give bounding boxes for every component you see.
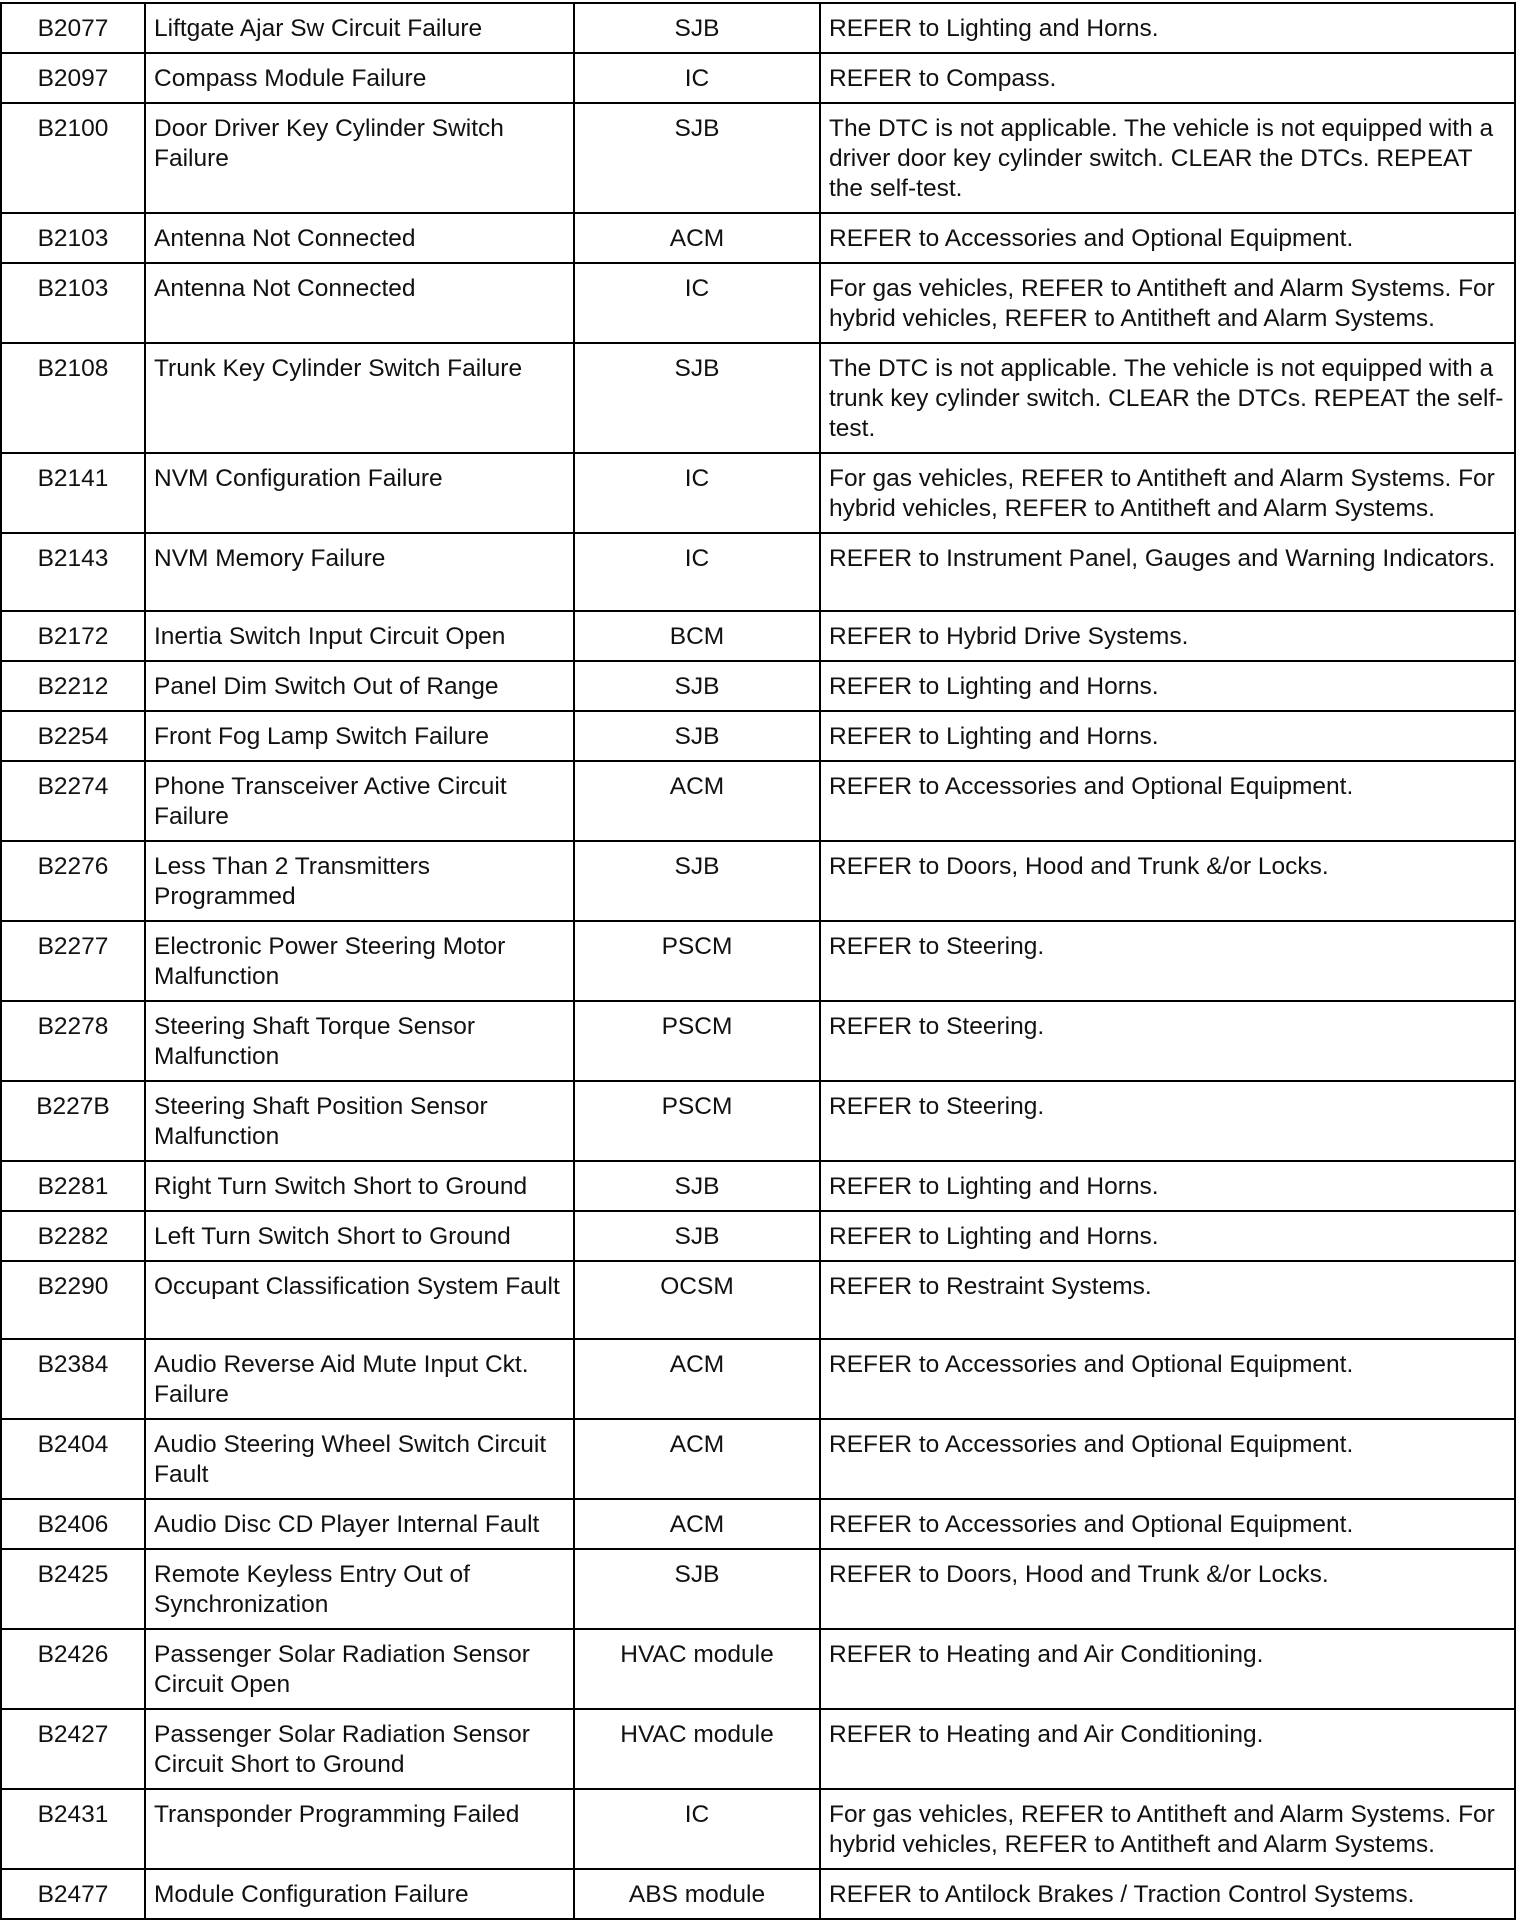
dtc-code-cell: B2406 [1,1499,145,1549]
dtc-code-cell: B2425 [1,1549,145,1629]
module-cell: PSCM [574,1001,820,1081]
dtc-code-cell: B2384 [1,1339,145,1419]
dtc-code-cell: B2278 [1,1001,145,1081]
module-cell: ACM [574,1419,820,1499]
action-cell: REFER to Accessories and Optional Equipment. [820,1419,1515,1499]
dtc-code-cell: B2274 [1,761,145,841]
dtc-code-cell: B2100 [1,103,145,213]
dtc-code-cell: B2103 [1,213,145,263]
module-cell: IC [574,533,820,611]
table-row [1,343,1515,453]
description-cell: NVM Configuration Failure [145,453,574,533]
table-row [1,1261,1515,1339]
description-cell: Compass Module Failure [145,53,574,103]
table-row [1,1629,1515,1709]
dtc-code-cell: B2404 [1,1419,145,1499]
description-cell: Trunk Key Cylinder Switch Failure [145,343,574,453]
dtc-code-cell: B2097 [1,53,145,103]
module-cell: IC [574,1789,820,1869]
dtc-code-cell: B2254 [1,711,145,761]
action-cell: REFER to Instrument Panel, Gauges and Warning Indicators. [820,533,1515,611]
table-row [1,103,1515,213]
description-cell: Front Fog Lamp Switch Failure [145,711,574,761]
action-cell: REFER to Accessories and Optional Equipment. [820,1339,1515,1419]
module-cell: ACM [574,1339,820,1419]
table-row [1,921,1515,1001]
action-cell: REFER to Accessories and Optional Equipment. [820,213,1515,263]
description-cell: NVM Memory Failure [145,533,574,611]
module-cell: SJB [574,1211,820,1261]
table-row [1,1419,1515,1499]
description-cell: Passenger Solar Radiation Sensor Circuit Open [145,1629,574,1709]
table-row [1,1339,1515,1419]
module-cell: SJB [574,343,820,453]
action-cell: REFER to Hybrid Drive Systems. [820,611,1515,661]
dtc-code-cell: B2477 [1,1869,145,1919]
table-row [1,1789,1515,1869]
module-cell: SJB [574,1549,820,1629]
module-cell: ACM [574,761,820,841]
table-row [1,263,1515,343]
table-row [1,1161,1515,1211]
module-cell: SJB [574,661,820,711]
module-cell: HVAC module [574,1629,820,1709]
module-cell: BCM [574,611,820,661]
module-cell: SJB [574,103,820,213]
module-cell: SJB [574,841,820,921]
module-cell: HVAC module [574,1709,820,1789]
description-cell: Inertia Switch Input Circuit Open [145,611,574,661]
description-cell: Audio Reverse Aid Mute Input Ckt. Failure [145,1339,574,1419]
module-cell: SJB [574,711,820,761]
description-cell: Steering Shaft Torque Sensor Malfunction [145,1001,574,1081]
table-row [1,661,1515,711]
action-cell: REFER to Lighting and Horns. [820,1161,1515,1211]
description-cell: Door Driver Key Cylinder Switch Failure [145,103,574,213]
description-cell: Transponder Programming Failed [145,1789,574,1869]
dtc-code-cell: B2172 [1,611,145,661]
action-cell: REFER to Restraint Systems. [820,1261,1515,1339]
description-cell: Less Than 2 Transmitters Programmed [145,841,574,921]
description-cell: Left Turn Switch Short to Ground [145,1211,574,1261]
description-cell: Liftgate Ajar Sw Circuit Failure [145,3,574,53]
action-cell: For gas vehicles, REFER to Antitheft and Alarm Systems. For hybrid vehicles, REFER to Antitheft and Alarm Systems. [820,1789,1515,1869]
action-cell: REFER to Lighting and Horns. [820,1211,1515,1261]
table-row [1,1549,1515,1629]
module-cell: SJB [574,3,820,53]
action-cell: REFER to Steering. [820,921,1515,1001]
table-row [1,3,1515,53]
module-cell: OCSM [574,1261,820,1339]
module-cell: ACM [574,1499,820,1549]
action-cell: For gas vehicles, REFER to Antitheft and Alarm Systems. For hybrid vehicles, REFER to Antitheft and Alarm Systems. [820,453,1515,533]
module-cell: IC [574,53,820,103]
action-cell: REFER to Compass. [820,53,1515,103]
module-cell: IC [574,263,820,343]
dtc-code-cell: B2282 [1,1211,145,1261]
dtc-code-cell: B2276 [1,841,145,921]
dtc-code-cell: B2290 [1,1261,145,1339]
dtc-code-cell: B2108 [1,343,145,453]
module-cell: PSCM [574,1081,820,1161]
table-row [1,53,1515,103]
description-cell: Audio Disc CD Player Internal Fault [145,1499,574,1549]
description-cell: Electronic Power Steering Motor Malfunction [145,921,574,1001]
table-row [1,761,1515,841]
table-row [1,1211,1515,1261]
dtc-code-cell: B2277 [1,921,145,1001]
table-row [1,1499,1515,1549]
action-cell: For gas vehicles, REFER to Antitheft and Alarm Systems. For hybrid vehicles, REFER to Antitheft and Alarm Systems. [820,263,1515,343]
action-cell: REFER to Accessories and Optional Equipment. [820,1499,1515,1549]
description-cell: Panel Dim Switch Out of Range [145,661,574,711]
module-cell: ACM [574,213,820,263]
table-row [1,213,1515,263]
table-row [1,1869,1515,1919]
description-cell: Module Configuration Failure [145,1869,574,1919]
module-cell: ABS module [574,1869,820,1919]
dtc-code-cell: B2426 [1,1629,145,1709]
action-cell: REFER to Lighting and Horns. [820,661,1515,711]
description-cell: Steering Shaft Position Sensor Malfunction [145,1081,574,1161]
action-cell: REFER to Antilock Brakes / Traction Control Systems. [820,1869,1515,1919]
action-cell: REFER to Heating and Air Conditioning. [820,1629,1515,1709]
description-cell: Remote Keyless Entry Out of Synchronization [145,1549,574,1629]
dtc-table [0,2,1516,1920]
description-cell: Right Turn Switch Short to Ground [145,1161,574,1211]
table-row [1,841,1515,921]
module-cell: IC [574,453,820,533]
module-cell: SJB [574,1161,820,1211]
action-cell: REFER to Doors, Hood and Trunk &/or Locks. [820,841,1515,921]
module-cell: PSCM [574,921,820,1001]
dtc-code-cell: B2427 [1,1709,145,1789]
description-cell: Antenna Not Connected [145,213,574,263]
action-cell: REFER to Heating and Air Conditioning. [820,1709,1515,1789]
action-cell: REFER to Lighting and Horns. [820,711,1515,761]
description-cell: Audio Steering Wheel Switch Circuit Fault [145,1419,574,1499]
action-cell: The DTC is not applicable. The vehicle is not equipped with a driver door key cylinder switch. CLEAR the DTCs. REPEAT the self-test. [820,103,1515,213]
dtc-code-cell: B2141 [1,453,145,533]
action-cell: REFER to Steering. [820,1081,1515,1161]
dtc-code-cell: B2212 [1,661,145,711]
action-cell: REFER to Steering. [820,1001,1515,1081]
dtc-code-cell: B227B [1,1081,145,1161]
table-row [1,1001,1515,1081]
table-row [1,1709,1515,1789]
dtc-code-cell: B2143 [1,533,145,611]
dtc-code-cell: B2281 [1,1161,145,1211]
action-cell: The DTC is not applicable. The vehicle is not equipped with a trunk key cylinder switch. CLEAR the DTCs. REPEAT the self-test. [820,343,1515,453]
dtc-code-cell: B2077 [1,3,145,53]
table-row [1,453,1515,533]
dtc-code-cell: B2431 [1,1789,145,1869]
table-row [1,1081,1515,1161]
table-row [1,611,1515,661]
description-cell: Occupant Classification System Fault [145,1261,574,1339]
description-cell: Antenna Not Connected [145,263,574,343]
action-cell: REFER to Lighting and Horns. [820,3,1515,53]
description-cell: Passenger Solar Radiation Sensor Circuit Short to Ground [145,1709,574,1789]
dtc-code-cell: B2103 [1,263,145,343]
description-cell: Phone Transceiver Active Circuit Failure [145,761,574,841]
dtc-table-body [1,3,1515,1919]
table-row [1,711,1515,761]
action-cell: REFER to Doors, Hood and Trunk &/or Locks. [820,1549,1515,1629]
table-row [1,533,1515,611]
action-cell: REFER to Accessories and Optional Equipment. [820,761,1515,841]
